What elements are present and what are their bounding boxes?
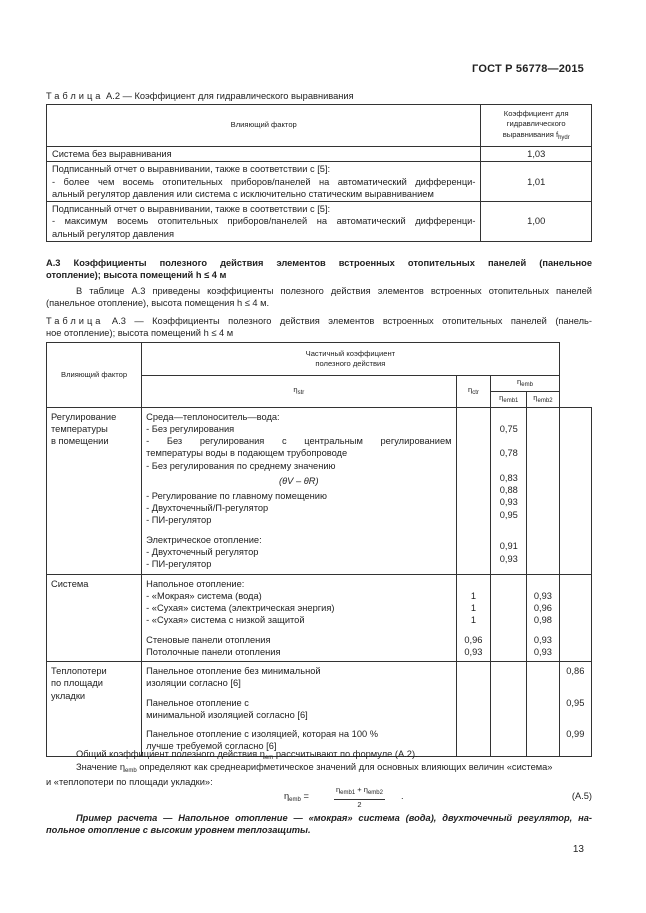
table-a3-body	[47, 407, 592, 756]
formula-lhs: $\eta_{emb}$ =	[284, 791, 309, 803]
table-a3-factor-cell: Панельное отопление без минимальной изоляции согласно [6] Панельное отопление с минимальной изоляцией согласно [6] Панельное отопление с изоляцией, которая на 100 % лучше требуемой согласно [6]	[142, 662, 456, 757]
table-a3-header-str: $\eta_{str}$	[142, 376, 456, 408]
table-a3-emb2-cell: 0,86 0,95 0,99	[559, 662, 591, 757]
table-a3-str-cell	[456, 407, 491, 574]
table-a3-ctr-cell: 0,75 0,78 0,83 0,88 0,93 0,95 0,91 0,93	[491, 407, 527, 574]
table-a3	[46, 342, 592, 757]
table-a3-header-emb2: $\eta_{emb2}$	[527, 391, 559, 407]
table-a3-emb2-cell	[559, 574, 591, 662]
table-a2-row	[47, 162, 592, 202]
table-a2-caption-prefix: Таблица	[46, 91, 104, 101]
table-a3-group-row	[47, 662, 592, 757]
table-a2-row	[47, 147, 592, 162]
table-a3-caption: Таблица А.3 — Коэффициенты полезного действия элементов встроенных отопительных панелей (панель- ное отопление); высота помещений h ≤ 4 м	[46, 316, 592, 339]
table-a2-value-cell: 1,01	[481, 162, 592, 202]
table-a2-factor-cell: Система без выравнивания	[47, 147, 481, 162]
table-a3-category-cell: Теплопотери по площади укладки	[47, 662, 142, 757]
table-a3-header-emb1: $\eta_{emb1}$	[491, 391, 527, 407]
table-a3-category-cell: Система	[47, 574, 142, 662]
table-a2-value-cell: 1,00	[481, 202, 592, 242]
table-a3-emb1-cell	[527, 662, 559, 757]
formula-tag: (А.5)	[571, 791, 592, 801]
section-a3-paragraph: В таблице А.3 приведены коэффициенты полезного действия элементов встроенных отопительных панелей (панельное отопление), высота помещения h ≤ 4 м.	[46, 286, 592, 309]
table-a3-category-cell: Регулирование температуры в помещении	[47, 407, 142, 574]
table-a3-group-row	[47, 407, 592, 574]
paragraph-value-definition: Значение $\eta_{emb}$ определяют как среднеарифметическое значений для основных влияющих величин «система» и «теплопотери по площади укладки»:	[46, 762, 553, 787]
table-a3-factor-cell: Напольное отопление: - «Мокрая» система (вода) - «Сухая» система (электрическая энергия) - «Сухая» система с низкой защитой Стеновые панели отопления Потолочные панели отопления	[142, 574, 456, 662]
paragraph-total-efficiency: Общий коэффициент полезного действия $\eta_{em}$ рассчитывают по формуле (А.2).	[76, 749, 418, 761]
formula-fraction: $\eta_{emb1} + \eta_{emb2}$ 2	[336, 785, 383, 809]
table-a3-header-emb: $\eta_{emb}$	[491, 376, 559, 392]
table-a2-header-coef: Коэффициент для гидравлического выравнивания $f_{hydr}$	[481, 105, 592, 147]
table-a2-body	[47, 147, 592, 242]
table-a2-value-cell: 1,03	[481, 147, 592, 162]
table-a3-header-partial: Частичный коэффициент полезного действия	[142, 343, 560, 376]
table-a3-str-cell	[456, 662, 491, 757]
table-a2-header-factor: Влияющий фактор	[47, 105, 481, 147]
table-a3-ctr-cell	[491, 574, 527, 662]
table-a3-header-factor: Влияющий фактор	[47, 343, 142, 408]
table-a2-caption-text: А.2 — Коэффициент для гидравлического выравнивания	[106, 91, 354, 101]
document-header: ГОСТ Р 56778—2015	[472, 63, 584, 75]
table-a2-row	[47, 202, 592, 242]
table-a3-emb2-cell	[559, 407, 591, 574]
table-a3-ctr-cell	[491, 662, 527, 757]
table-a3-header-ctr: $\eta_{ctr}$	[456, 376, 491, 408]
table-a2-factor-cell: Подписанный отчет о выравнивании, также в соответствии с [5]: - более чем восемь отопительных приборов/панелей на автоматический дифференци- альный регулятор давления или система с исключительно статическим выравниванием	[47, 162, 481, 202]
table-a2	[46, 104, 592, 242]
table-a2-caption	[46, 90, 354, 102]
table-a3-factor-cell: Среда—теплоноситель—вода: - Без регулирования - Без регулирования с центральным регулированием температуры воды в подающем трубопроводе - Без регулирования по среднему значению (θV – θR) - Регулирование по главному помещению - Двухточечный/П-регулятор - ПИ-регулятор Электрическое отопление: - Двухточечный регулятор - ПИ-регулятор	[142, 407, 456, 574]
table-a3-str-cell: 1 1 1 0,96 0,93	[456, 574, 491, 662]
table-a3-emb1-cell	[527, 407, 559, 574]
table-a3-group-row	[47, 574, 592, 662]
example-paragraph: Пример расчета — Напольное отопление — «мокрая» система (вода), двухточечный регулятор, на- польное отопление с высоким уровнем теплозащиты.	[46, 813, 592, 836]
table-a2-factor-cell: Подписанный отчет о выравнивании, также в соответствии с [5]: - максимум восемь отопительных приборов/панелей на автоматический дифференци- альный регулятор давления	[47, 202, 481, 242]
page-number: 13	[572, 844, 584, 855]
section-a3-heading: А.3 Коэффициенты полезного действия элементов встроенных отопительных панелей (панельное отопление); высота помещений h ≤ 4 м	[46, 258, 592, 281]
table-a3-emb1-cell: 0,93 0,96 0,98 0,93 0,93	[527, 574, 559, 662]
formula-a5: $\eta_{emb}$ = $\eta_{emb1} + \eta_{emb2}$ 2 . (А.5)	[284, 785, 592, 809]
